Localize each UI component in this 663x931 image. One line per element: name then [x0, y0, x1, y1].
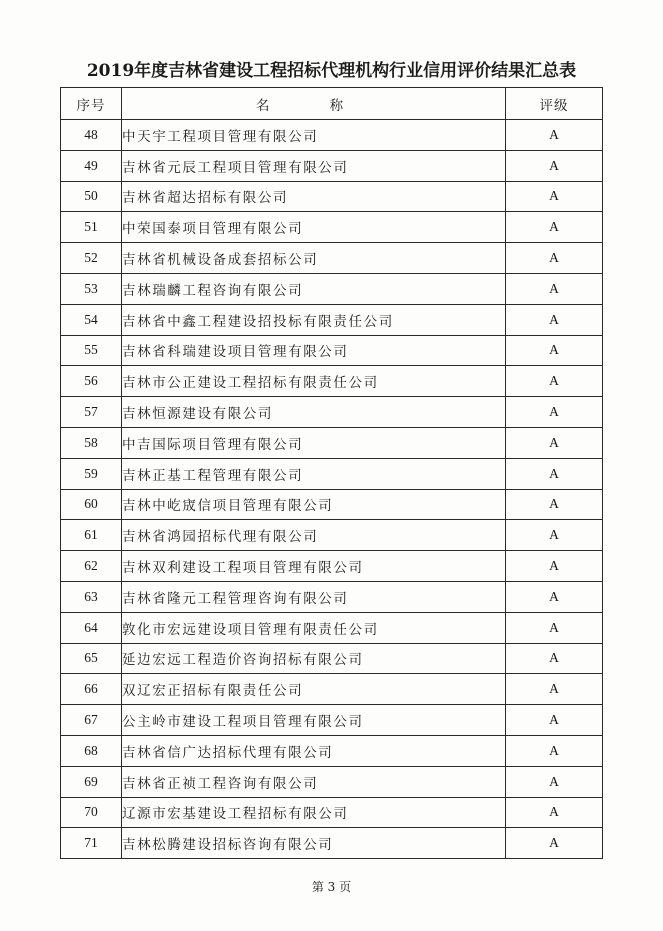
table-row [61, 735, 603, 766]
row-number: 52 [61, 243, 122, 274]
company-name: 吉林省机械设备成套招标公司 [122, 243, 506, 274]
header-serial-number: 序号 [61, 88, 122, 120]
company-name: 吉林松腾建设招标咨询有限公司 [122, 828, 506, 859]
row-number: 63 [61, 581, 122, 612]
rating-grade: A [506, 612, 603, 643]
company-name: 敦化市宏远建设项目管理有限责任公司 [122, 612, 506, 643]
company-name: 吉林中屹宬信项目管理有限公司 [122, 489, 506, 520]
row-number: 53 [61, 273, 122, 304]
rating-grade: A [506, 735, 603, 766]
rating-grade: A [506, 489, 603, 520]
table-row [61, 612, 603, 643]
row-number: 49 [61, 150, 122, 181]
page-title: 2019年度吉林省建设工程招标代理机构行业信用评价结果汇总表 [86, 61, 577, 81]
table-row [61, 427, 603, 458]
rating-grade: A [506, 120, 603, 151]
company-name: 中吉国际项目管理有限公司 [122, 427, 506, 458]
rating-grade: A [506, 674, 603, 705]
table-row [61, 304, 603, 335]
company-name: 公主岭市建设工程项目管理有限公司 [122, 705, 506, 736]
table-row [61, 397, 603, 428]
company-name: 吉林省科瑞建设项目管理有限公司 [122, 335, 506, 366]
company-name: 双辽宏正招标有限责任公司 [122, 674, 506, 705]
row-number: 66 [61, 674, 122, 705]
header-grade: 评级 [506, 88, 603, 120]
rating-grade: A [506, 181, 603, 212]
rating-grade: A [506, 797, 603, 828]
table-row [61, 705, 603, 736]
company-name: 吉林省元辰工程项目管理有限公司 [122, 150, 506, 181]
rating-grade: A [506, 243, 603, 274]
company-name: 中天宇工程项目管理有限公司 [122, 120, 506, 151]
row-number: 55 [61, 335, 122, 366]
company-name: 辽源市宏基建设工程招标有限公司 [122, 797, 506, 828]
company-name: 吉林省超达招标有限公司 [122, 181, 506, 212]
company-name: 延边宏远工程造价咨询招标有限公司 [122, 643, 506, 674]
row-number: 70 [61, 797, 122, 828]
table-header-row [61, 88, 603, 120]
rating-grade: A [506, 551, 603, 582]
row-number: 65 [61, 643, 122, 674]
table-row [61, 828, 603, 859]
row-number: 64 [61, 612, 122, 643]
row-number: 54 [61, 304, 122, 335]
row-number: 59 [61, 458, 122, 489]
header-name: 名 称 [122, 88, 506, 120]
company-name: 吉林瑞麟工程咨询有限公司 [122, 273, 506, 304]
company-name: 吉林正基工程管理有限公司 [122, 458, 506, 489]
row-number: 50 [61, 181, 122, 212]
rating-grade: A [506, 828, 603, 859]
row-number: 67 [61, 705, 122, 736]
company-name: 吉林恒源建设有限公司 [122, 397, 506, 428]
company-name: 吉林省正祯工程咨询有限公司 [122, 766, 506, 797]
table-row [61, 120, 603, 151]
table-row [61, 674, 603, 705]
rating-grade: A [506, 520, 603, 551]
rating-grade: A [506, 335, 603, 366]
table-row [61, 520, 603, 551]
table-row [61, 212, 603, 243]
table-row [61, 581, 603, 612]
table-row [61, 273, 603, 304]
row-number: 62 [61, 551, 122, 582]
company-name: 吉林双利建设工程项目管理有限公司 [122, 551, 506, 582]
company-name: 吉林省隆元工程管理咨询有限公司 [122, 581, 506, 612]
row-number: 71 [61, 828, 122, 859]
row-number: 56 [61, 366, 122, 397]
rating-grade: A [506, 212, 603, 243]
table-row [61, 243, 603, 274]
rating-grade: A [506, 458, 603, 489]
table-row [61, 366, 603, 397]
row-number: 68 [61, 735, 122, 766]
table-row [61, 643, 603, 674]
row-number: 61 [61, 520, 122, 551]
rating-grade: A [506, 366, 603, 397]
row-number: 57 [61, 397, 122, 428]
table-row [61, 489, 603, 520]
company-name: 中荣国泰项目管理有限公司 [122, 212, 506, 243]
rating-grade: A [506, 581, 603, 612]
table-row [61, 150, 603, 181]
page-number: 第 3 页 [311, 880, 352, 894]
company-name: 吉林省中鑫工程建设招投标有限责任公司 [122, 304, 506, 335]
rating-grade: A [506, 150, 603, 181]
rating-grade: A [506, 643, 603, 674]
rating-grade: A [506, 427, 603, 458]
row-number: 48 [61, 120, 122, 151]
rating-grade: A [506, 273, 603, 304]
row-number: 69 [61, 766, 122, 797]
row-number: 51 [61, 212, 122, 243]
table-row [61, 335, 603, 366]
rating-grade: A [506, 397, 603, 428]
company-name: 吉林省鸿园招标代理有限公司 [122, 520, 506, 551]
table-row [61, 797, 603, 828]
rating-grade: A [506, 705, 603, 736]
rating-grade: A [506, 766, 603, 797]
rating-table [60, 87, 603, 859]
row-number: 58 [61, 427, 122, 458]
rating-grade: A [506, 304, 603, 335]
row-number: 60 [61, 489, 122, 520]
table-row [61, 766, 603, 797]
company-name: 吉林省信广达招标代理有限公司 [122, 735, 506, 766]
table-row [61, 458, 603, 489]
table-row [61, 551, 603, 582]
table-row [61, 181, 603, 212]
company-name: 吉林市公正建设工程招标有限责任公司 [122, 366, 506, 397]
